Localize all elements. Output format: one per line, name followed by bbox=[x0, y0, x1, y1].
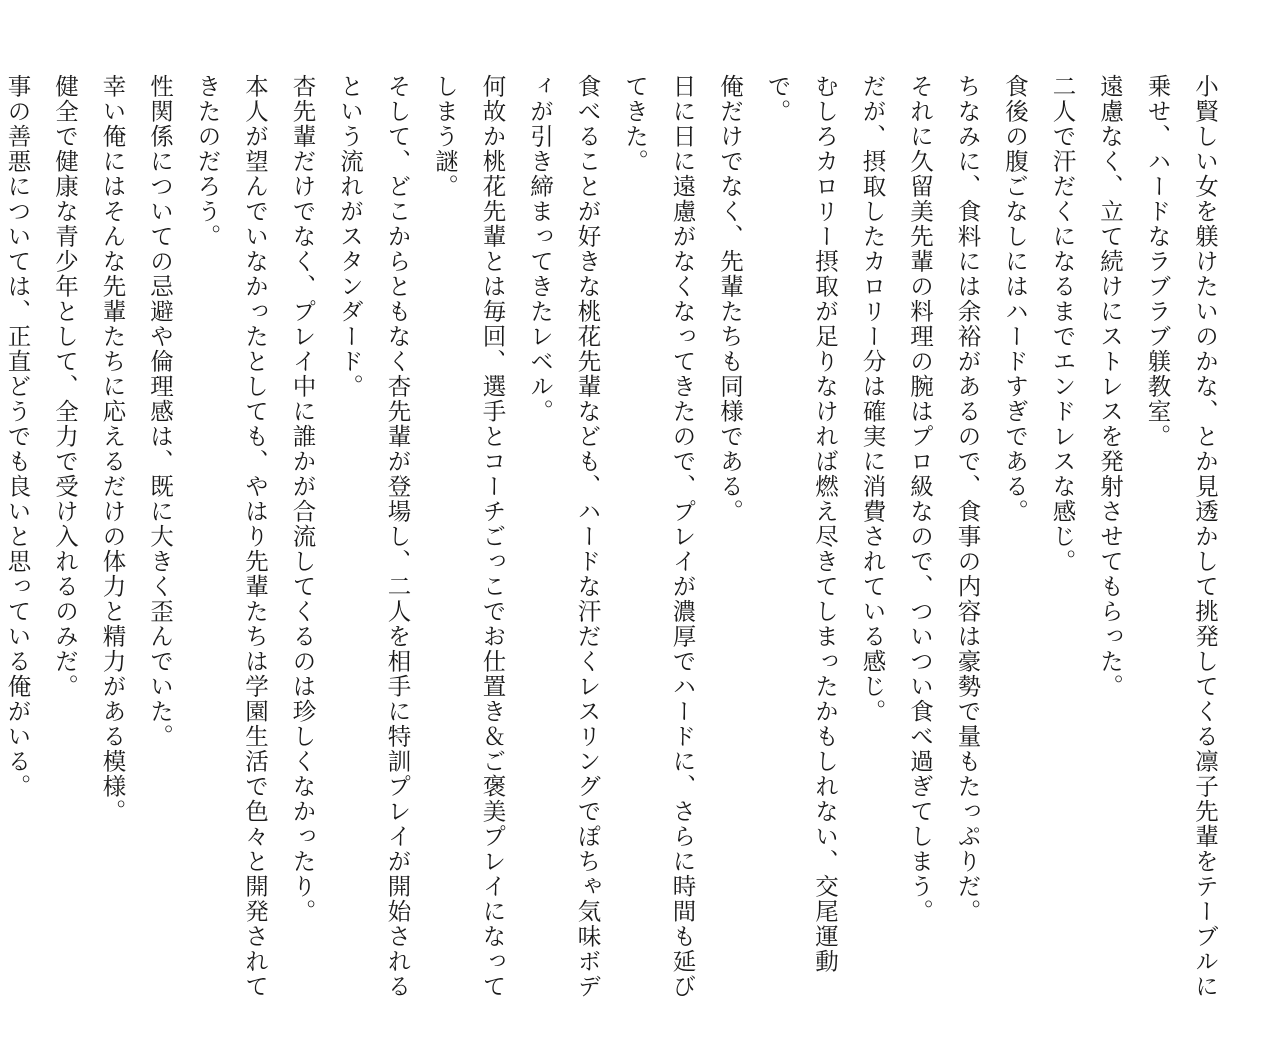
paragraph-9: 俺だけでなく、先輩たちも同様である。 bbox=[716, 74, 744, 524]
paragraph-16: 性関係についての忌避や倫理感は、既に大きく歪んでいた。 bbox=[146, 74, 174, 749]
paragraph-12: 何故か桃花先輩とは毎回、選手とコーチごっこでお仕置き＆ご褒美プレイになってしまう謎。 bbox=[431, 74, 507, 999]
paragraph-3: 二人で汗だくになるまでエンドレスな感じ。 bbox=[1048, 74, 1077, 574]
paragraph-14: 杏先輩だけでなく、プレイ中に誰かが合流してくるのは珍しくなかったり。 bbox=[288, 74, 317, 924]
paragraph-11: 食べることが好きな桃花先輩なども、ハードな汗だくレスリングでぽちゃ気味ボディが引き締まってきたレベル。 bbox=[526, 74, 602, 999]
paragraph-6: それに久留美先輩の料理の腕はプロ級なので、ついつい食べ過ぎてしまう。 bbox=[906, 74, 934, 924]
vertical-text-body bbox=[0, 74, 1228, 1014]
paragraph-10: 日に日に遠慮がなくなってきたので、プレイが濃厚でハードに、さらに時間も延びてきた。 bbox=[621, 74, 697, 999]
paragraph-18: 健全で健康な青少年として、全力で受け入れるのみだ。 bbox=[51, 74, 79, 699]
paragraph-17: 幸い俺にはそんな先輩たちに応えるだけの体力と精力がある模様。 bbox=[98, 74, 127, 824]
paragraph-15: 本人が望んでいなかったとしても、やはり先輩たちは学園生活で色々と開発されてきたのだろう。 bbox=[193, 74, 269, 999]
paragraph-8: むしろカロリー摂取が足りなければ燃え尽きてしまったかもしれない、交尾運動で。 bbox=[763, 74, 839, 974]
paragraph-19: 事の善悪については、正直どうでも良いと思っている俺がいる。 bbox=[3, 74, 32, 799]
paragraph-7: だが、摂取したカロリー分は確実に消費されている感じ。 bbox=[858, 74, 887, 724]
paragraph-13: そして、どこからともなく杏先輩が登場し、二人を相手に特訓プレイが開始されるという流れがスタンダード。 bbox=[336, 74, 412, 999]
paragraph-4: 食後の腹ごなしにはハードすぎである。 bbox=[1001, 74, 1029, 524]
paragraph-2: 遠慮なく、立て続けにストレスを発射させてもらった。 bbox=[1096, 74, 1124, 699]
paragraph-1: 小賢しい女を躾けたいのかな、とか見透かして挑発してくる凛子先輩をテーブルに乗せ、ハードなラブラブ躾教室。 bbox=[1143, 74, 1219, 999]
paragraph-5: ちなみに、食料には余裕があるので、食事の内容は豪勢で量もたっぷりだ。 bbox=[953, 74, 982, 924]
